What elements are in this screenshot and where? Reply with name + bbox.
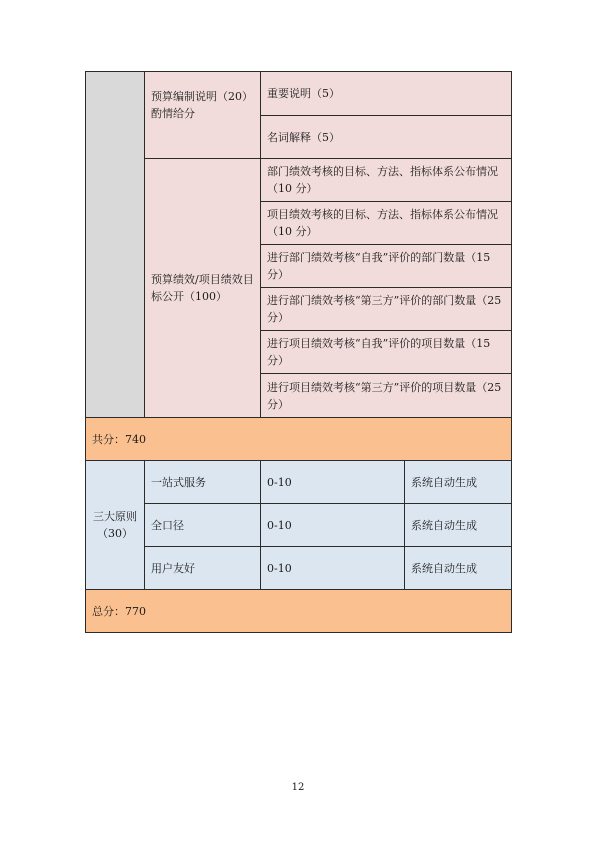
total-text: 总分：770 bbox=[86, 590, 512, 633]
performance-item: 项目绩效考核的目标、方法、指标体系公布情况（10 分） bbox=[261, 202, 512, 245]
table-row bbox=[86, 547, 512, 590]
performance-item: 部门绩效考核的目标、方法、指标体系公布情况（10 分） bbox=[261, 159, 512, 202]
principle-name: 一站式服务 bbox=[145, 461, 261, 504]
item-important-note: 重要说明（5） bbox=[261, 72, 512, 116]
scoring-table bbox=[85, 71, 512, 633]
principle-name: 用户友好 bbox=[145, 547, 261, 590]
item-glossary: 名词解释（5） bbox=[261, 116, 512, 159]
principle-method: 系统自动生成 bbox=[405, 461, 512, 504]
principles-category: 三大原则（30） bbox=[86, 461, 145, 590]
table-row bbox=[86, 504, 512, 547]
principle-range: 0-10 bbox=[261, 547, 405, 590]
principle-method: 系统自动生成 bbox=[405, 504, 512, 547]
performance-item: 进行项目绩效考核“自我”评价的项目数量（15 分） bbox=[261, 331, 512, 374]
total-row bbox=[86, 590, 512, 633]
subtotal-text: 共分：740 bbox=[86, 418, 512, 461]
budget-explanation-category: 预算编制说明（20）酌情给分 bbox=[145, 72, 261, 159]
blank-category-cell bbox=[86, 72, 145, 418]
performance-category: 预算绩效/项目绩效目标公开（100） bbox=[145, 159, 261, 418]
table-row bbox=[86, 461, 512, 504]
principle-method: 系统自动生成 bbox=[405, 547, 512, 590]
performance-item: 进行部门绩效考核“自我”评价的部门数量（15 分） bbox=[261, 245, 512, 288]
page-number: 12 bbox=[291, 782, 305, 793]
subtotal-row bbox=[86, 418, 512, 461]
table-row bbox=[86, 72, 512, 116]
performance-item: 进行部门绩效考核“第三方”评价的部门数量（25 分） bbox=[261, 288, 512, 331]
principle-range: 0-10 bbox=[261, 461, 405, 504]
table-row bbox=[86, 159, 512, 202]
principle-name: 全口径 bbox=[145, 504, 261, 547]
performance-item: 进行项目绩效考核“第三方”评价的项目数量（25 分） bbox=[261, 374, 512, 418]
principle-range: 0-10 bbox=[261, 504, 405, 547]
